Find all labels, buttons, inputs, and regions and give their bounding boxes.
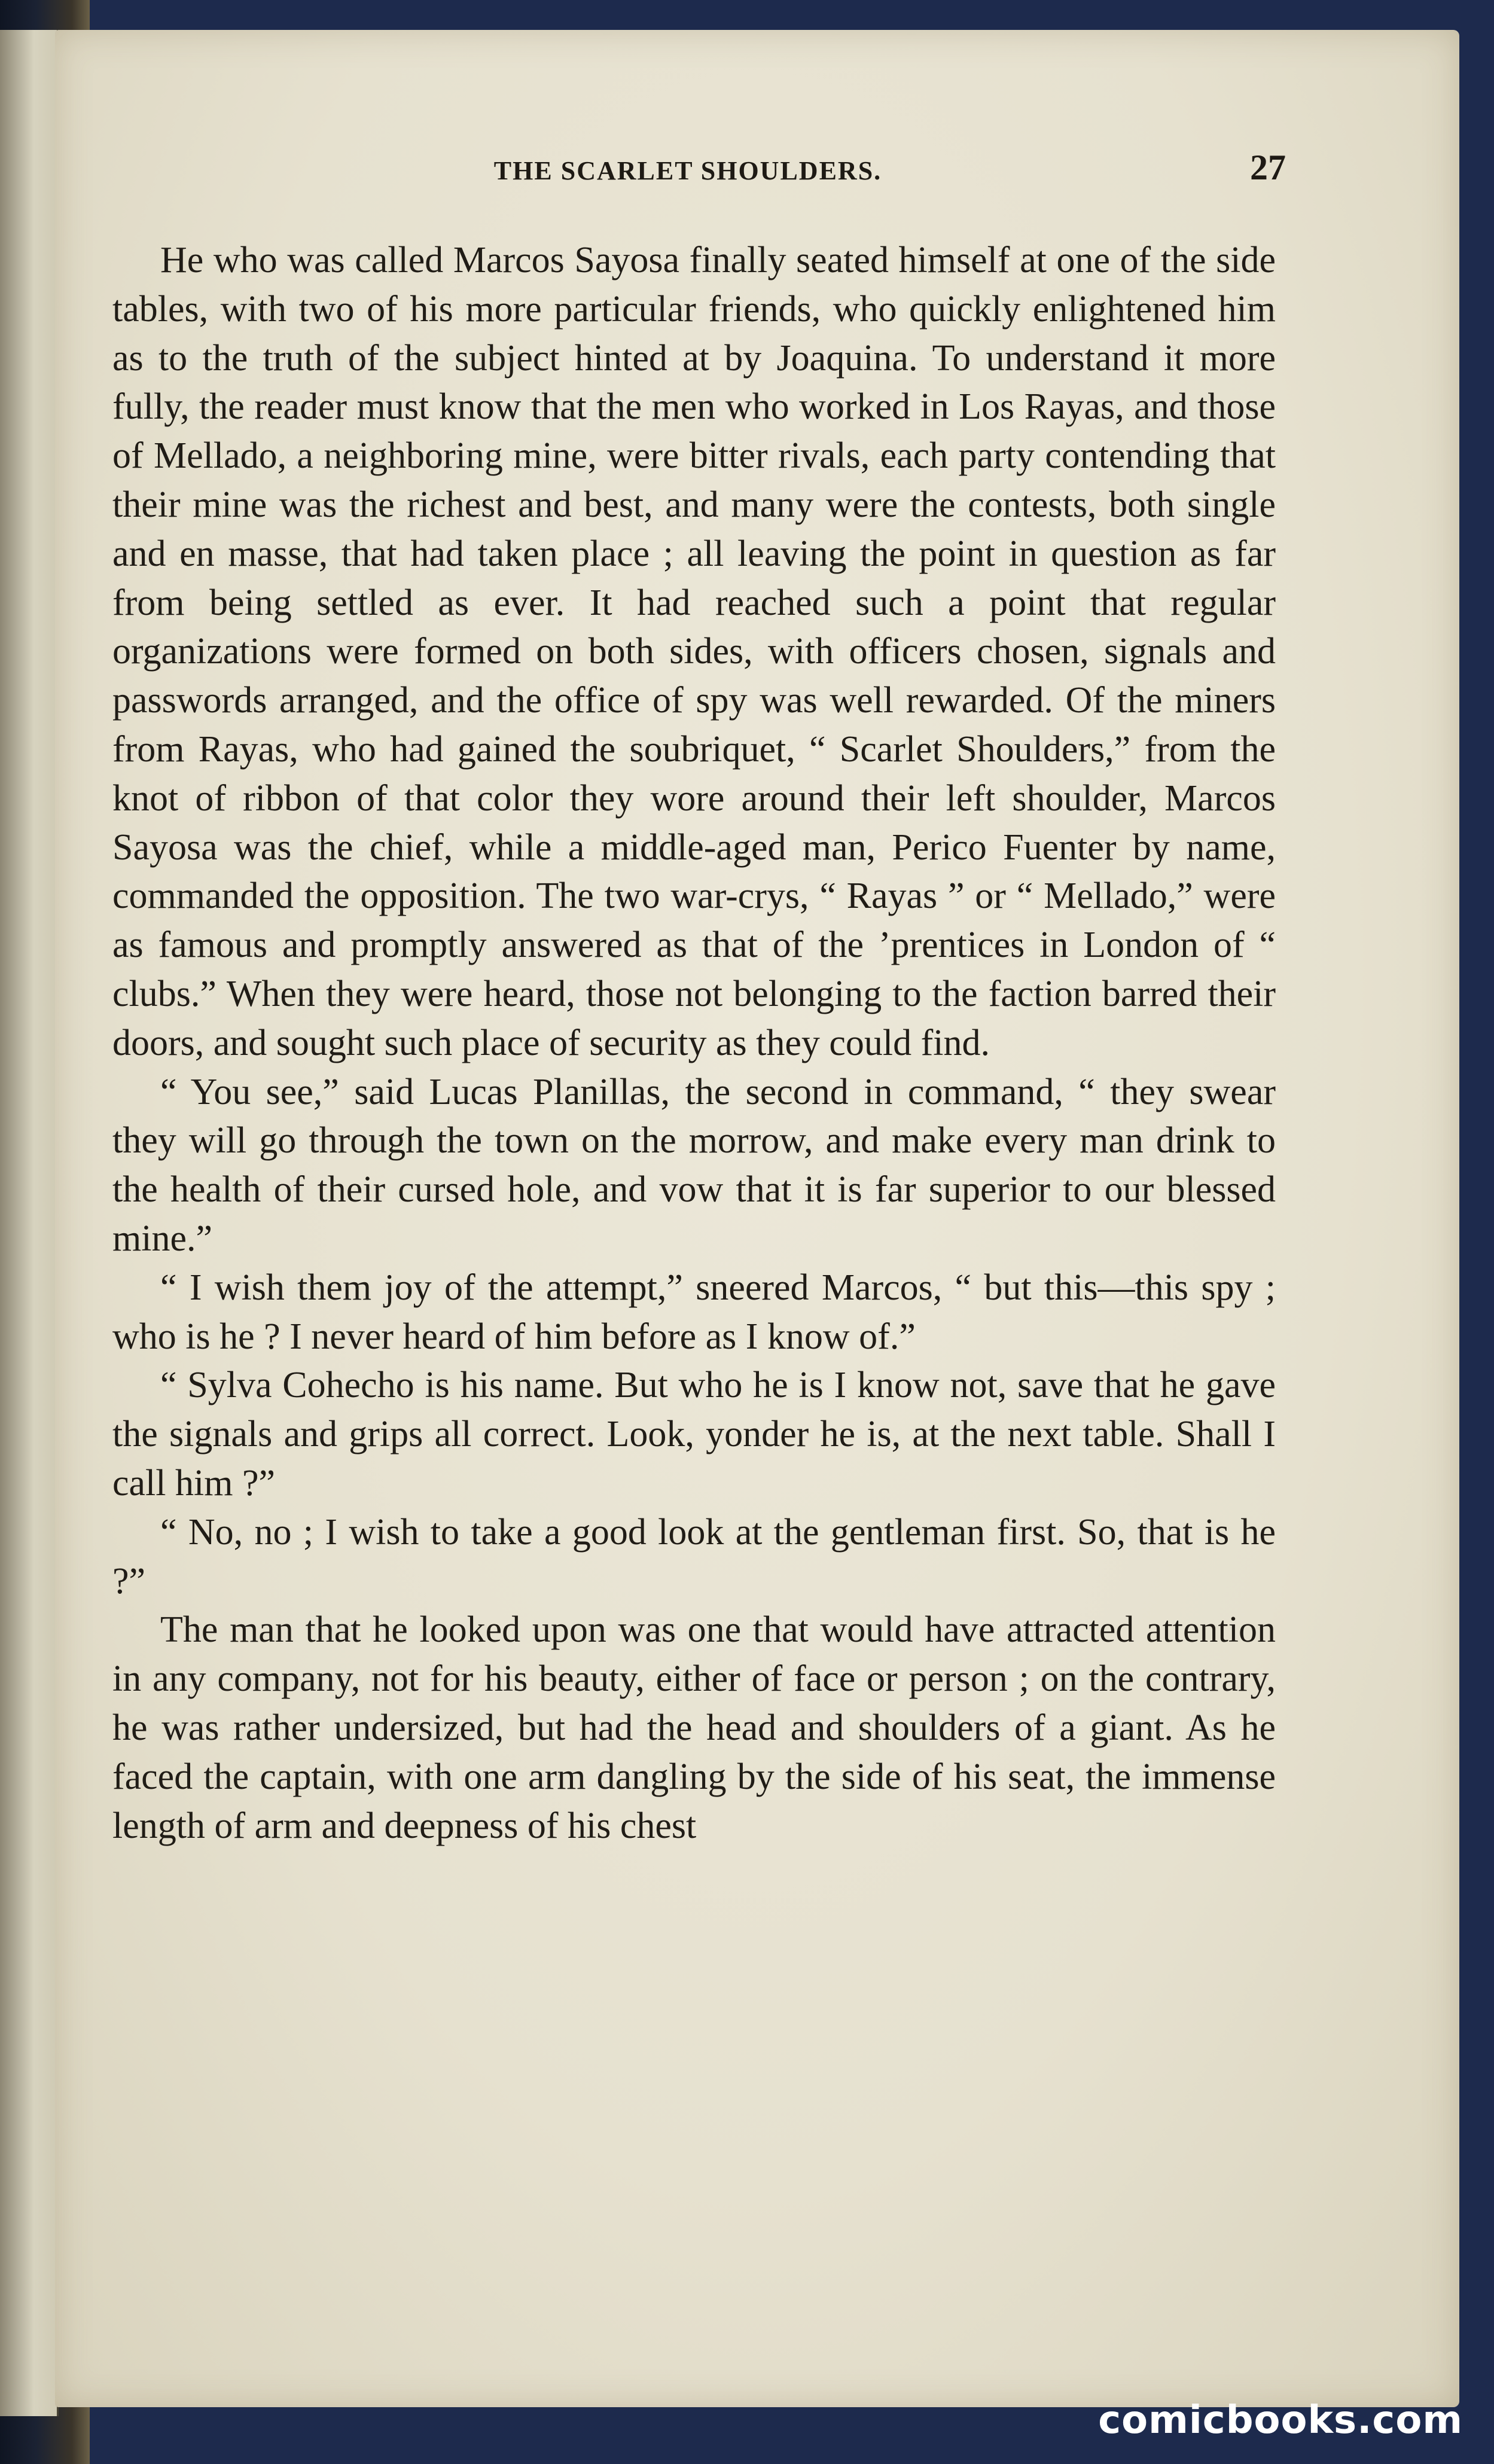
paragraph-6: The man that he looked upon was one that would have attracted attention in any company, not for his beauty, either of face or person ; on the contrary, he was rather undersized, but had the head and shoulders of a giant. As he faced the captain, with one arm dangling by the side of his seat, the immense length of arm and deepness of his chest (112, 1609, 1276, 1846)
page-number: 27 (1250, 148, 1286, 187)
paragraph-1: He who was called Marcos Sayosa finally seated himself at one of the side tables, with two of his more particular friends, who quickly enlightened him as to the truth of the subject hinted at by Joaquina. To understand it more fully, the reader must know that the men who worked in Los Rayas, and those of Mellado, a neighboring mine, were bitter rivals, each party contending that their mine was the richest and best, and many were the contests, both single and en masse, that had taken place ; all leaving the point in question as far from being settled as ever. It had reached such a point that regular organizations were formed on both sides, with officers chosen, signals and passwords arranged, and the office of spy was well rewarded. Of the miners from Rayas, who had gained the soubriquet, “ Scarlet Shoulders,” from the knot of ribbon of that color they wore around their left shoulder, Marcos Sayosa was the chief, while a middle-aged man, Perico Fuenter by name, commanded the opposition. The two war-crys, “ Rayas ” or “ Mellado,” were as famous and promptly answered as that of the ’prentices in London of “ clubs.” When they were heard, those not belonging to the faction barred their doors, and sought such place of security as they could find. (112, 240, 1276, 1063)
previous-page-edge (0, 30, 59, 2416)
running-title: THE SCARLET SHOULDERS. (493, 156, 882, 185)
running-head (90, 132, 1286, 191)
paragraph-4: “ Sylva Cohecho is his name. But who he is I know not, save that he gave the signals and grips all correct. Look, yonder he is, at the next table. Shall I call him ?” (112, 1365, 1276, 1504)
site-watermark: comicbooks.com (1098, 2398, 1463, 2442)
paragraph-2: “ You see,” said Lucas Planillas, the second in command, “ they swear they will go through the town on the morrow, and make every man drink to the health of their cursed hole, and vow that it is far superior to our blessed mine.” (112, 1071, 1276, 1259)
page-body-text (112, 236, 1276, 1850)
paragraph-3: “ I wish them joy of the attempt,” sneered Marcos, “ but this—this spy ; who is he ? I never heard of him before as I know of.” (112, 1267, 1276, 1357)
paragraph-5: “ No, no ; I wish to take a good look at the gentleman first. So, that is he ?” (112, 1511, 1276, 1602)
